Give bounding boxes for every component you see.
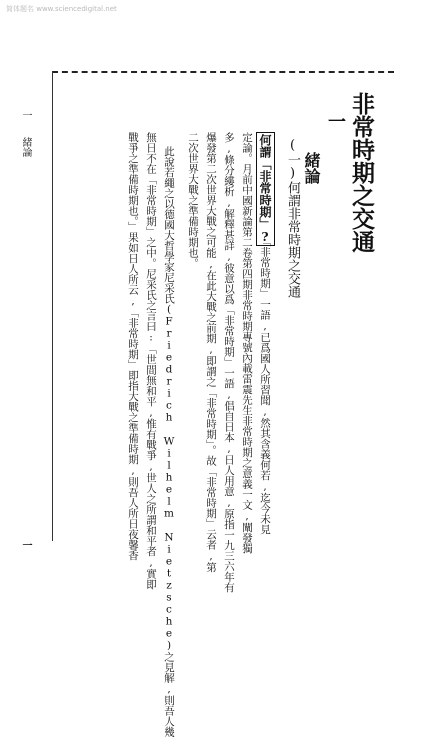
margin-rule	[52, 71, 53, 541]
section-title: (一)何謂非常時期之交通	[285, 138, 300, 298]
running-head	[18, 110, 33, 157]
page-number: 一	[20, 540, 31, 550]
body-column-6: 此說若繩之以德國大哲學家尼采氏(Friedrich Wilhelm Nietzsche)之見解,則吾人幾	[163, 146, 175, 737]
body-column-3: 多,條分縷析,解釋甚詳,彼意以爲「非常時期」一語,倡自日本,日人用意,原指一九三六年有	[223, 132, 235, 593]
header-rule	[52, 71, 394, 73]
subheading: 何謂「非常時期」?	[256, 132, 275, 246]
body-column-1: 「非常時期」一語,已爲國人所習聞,然其含義何若,迄今未見	[259, 236, 271, 535]
running-head-label: 緒論	[20, 137, 31, 157]
body-column-5: 二次世界大戰之準備時期也。	[187, 132, 199, 269]
watermark-text: 简体题名 www.sciencedigital.net	[6, 5, 117, 13]
body-column-8: 戰爭之準備時期也。」果如日人所云,「非常時期」即指大戰之準備時期,則吾人所日夜馨香	[127, 132, 139, 561]
book-title: 非常時期之交通	[348, 92, 375, 253]
chapter-number: 一	[325, 112, 346, 130]
running-head-number: 一	[20, 110, 31, 120]
body-column-7: 無日不在「非常時期」之中。尼采氏之言曰:「世間無和平,惟有戰爭,世人之所謂和平者,實即	[145, 132, 157, 590]
body-column-2: 定論。月前中國新論第二卷第四期非常時期專號內載雷震先生非常時期之意義一文,闡發獨	[241, 132, 253, 554]
chapter-title: 緒論	[302, 152, 321, 184]
body-column-4: 爆發第二次世界大戰之可能,在此大戰之前期,即謂之「非常時期」。故「非常時期」云者,第	[205, 132, 217, 573]
